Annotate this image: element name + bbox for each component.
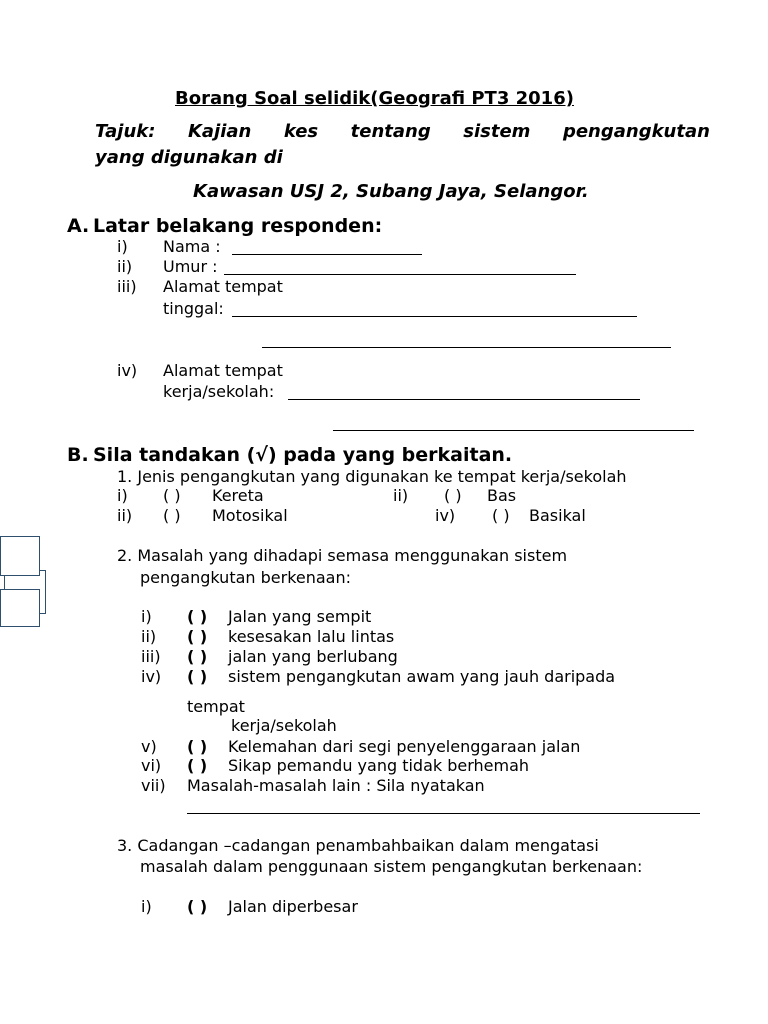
checkbox-kesesakan[interactable]: ( ) — [187, 627, 208, 646]
stacked-squares-decoration — [0, 536, 40, 576]
option-label-continued: kerja/sekolah — [231, 716, 337, 735]
option-number: ii) — [141, 627, 157, 646]
question-3-line-2: masalah dalam penggunaan sistem pengangkutan berkenaan: — [140, 857, 643, 876]
item-number: iv) — [117, 361, 138, 380]
item-number: i) — [117, 237, 128, 256]
checkbox-bas[interactable]: ( ) — [444, 486, 462, 505]
stacked-squares-decoration — [0, 589, 40, 627]
option-label: Jalan yang sempit — [228, 607, 372, 626]
checkbox-kereta[interactable]: ( ) — [163, 486, 181, 505]
option-label: Kereta — [212, 486, 264, 505]
option-number: vii) — [141, 776, 166, 795]
question-1: 1. Jenis pengangkutan yang digunakan ke tempat kerja/sekolah — [117, 467, 627, 486]
work-address-label: Alamat tempat — [163, 361, 283, 380]
other-problems-line[interactable] — [187, 813, 700, 814]
option-label: Basikal — [529, 506, 586, 525]
option-label: Kelemahan dari segi penyelenggaraan jalan — [228, 737, 581, 756]
checkbox-basikal[interactable]: ( ) — [492, 506, 510, 525]
option-number: i) — [141, 897, 152, 916]
item-number: iii) — [117, 277, 137, 296]
question-2-line-1: 2. Masalah yang dihadapi semasa menggunakan sistem — [117, 546, 568, 565]
subject-word: sistem — [463, 121, 531, 142]
section-b-heading: Sila tandakan (√) pada yang berkaitan. — [93, 444, 513, 466]
name-label: Nama : — [163, 237, 221, 256]
subject-line-2: yang digunakan di — [95, 147, 283, 168]
section-a-heading: Latar belakang responden: — [93, 215, 383, 237]
home-address-label-2: tinggal: — [163, 299, 224, 318]
option-label: sistem pengangkutan awam yang jauh daripada — [228, 667, 616, 686]
checkbox-motosikal[interactable]: ( ) — [163, 506, 181, 525]
work-address-line-2[interactable] — [333, 430, 694, 431]
option-number: ii) — [393, 486, 409, 505]
form-title: Borang Soal selidik(Geografi PT3 2016) — [175, 88, 574, 109]
subject-word: Tajuk: — [95, 121, 156, 142]
question-3-line-1: 3. Cadangan –cadangan penambahbaikan dalam mengatasi — [117, 836, 599, 855]
option-number: i) — [141, 607, 152, 626]
checkbox-berlubang[interactable]: ( ) — [187, 647, 208, 666]
option-label: Jalan diperbesar — [228, 897, 358, 916]
subject-word: tentang — [350, 121, 431, 142]
age-input-line[interactable] — [224, 274, 576, 275]
option-number: v) — [141, 737, 157, 756]
home-address-label: Alamat tempat — [163, 277, 283, 296]
checkbox-jalan-diperbesar[interactable]: ( ) — [187, 897, 208, 916]
name-input-line[interactable] — [232, 254, 422, 255]
checkbox-penyelenggaraan[interactable]: ( ) — [187, 737, 208, 756]
work-address-label-2: kerja/sekolah: — [163, 382, 275, 401]
option-number: iv) — [141, 667, 162, 686]
subject-word: kes — [283, 121, 319, 142]
work-address-line-1[interactable] — [288, 399, 640, 400]
checkbox-sikap-pemandu[interactable]: ( ) — [187, 756, 208, 775]
option-label: Masalah-masalah lain : Sila nyatakan — [187, 776, 485, 795]
option-number: vi) — [141, 756, 162, 775]
checkbox-jalan-sempit[interactable]: ( ) — [187, 607, 208, 626]
subject-line-1 — [95, 120, 710, 144]
subject-word: Kajian — [187, 121, 252, 142]
option-label: Sikap pemandu yang tidak berhemah — [228, 756, 530, 775]
option-label: Motosikal — [212, 506, 288, 525]
option-label: Bas — [487, 486, 517, 505]
home-address-line-2[interactable] — [262, 347, 671, 348]
section-b-letter: B. — [67, 444, 89, 466]
question-2-line-2: pengangkutan berkenaan: — [140, 568, 352, 587]
subject-word: pengangkutan — [562, 121, 710, 142]
location-line: Kawasan USJ 2, Subang Jaya, Selangor. — [193, 181, 589, 202]
option-number: iii) — [141, 647, 161, 666]
option-label: jalan yang berlubang — [228, 647, 398, 666]
checkbox-pengangkutan-awam[interactable]: ( ) — [187, 667, 208, 686]
item-number: ii) — [117, 257, 133, 276]
age-label: Umur : — [163, 257, 218, 276]
option-label-continued: tempat — [187, 697, 245, 716]
section-a-letter: A. — [67, 215, 90, 237]
option-number: i) — [117, 486, 128, 505]
option-label: kesesakan lalu lintas — [228, 627, 395, 646]
home-address-line-1[interactable] — [232, 316, 637, 317]
option-number: ii) — [117, 506, 133, 525]
option-number: iv) — [435, 506, 456, 525]
